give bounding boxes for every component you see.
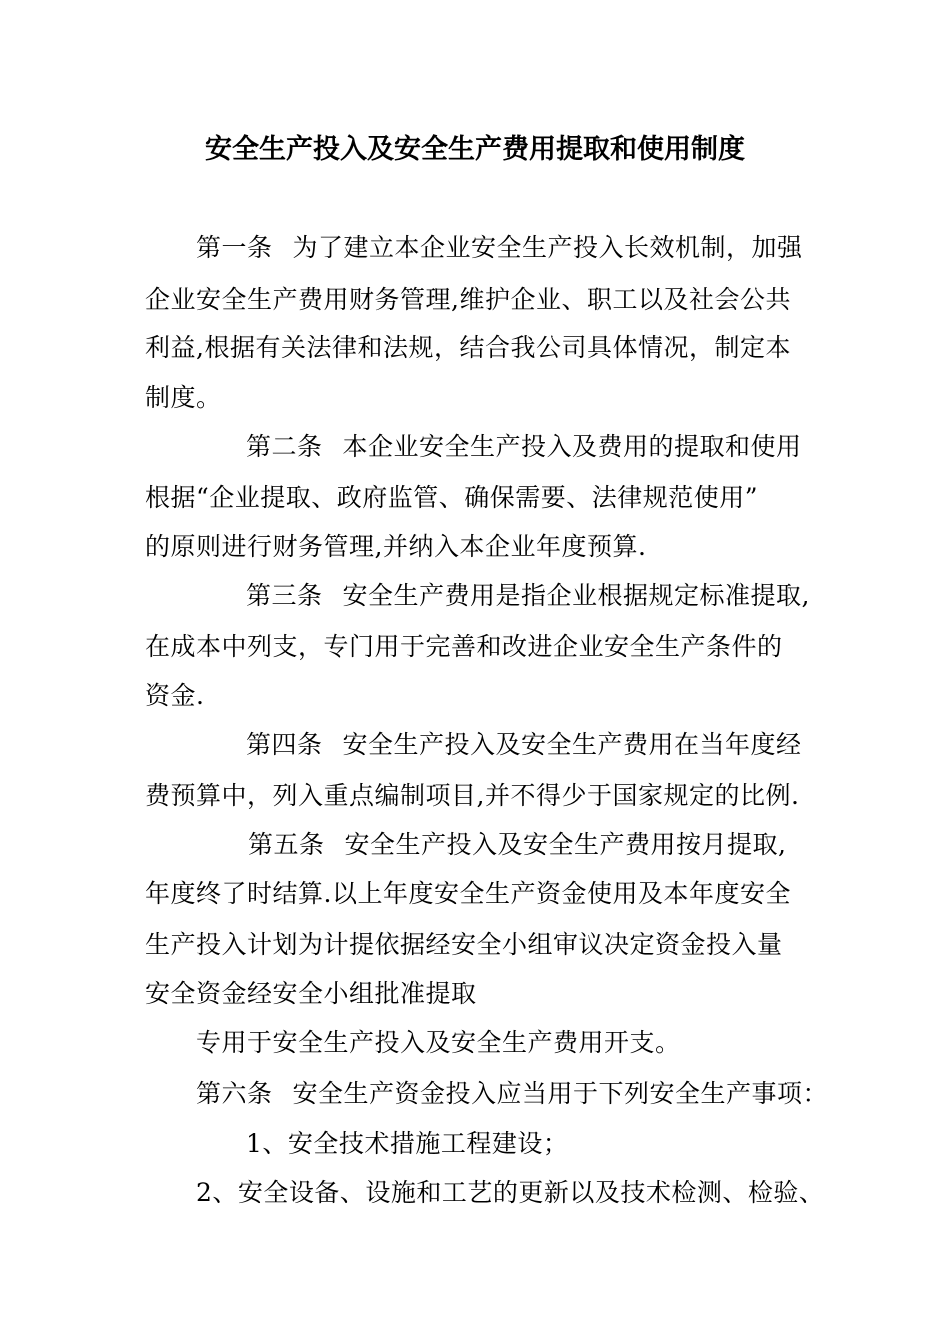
article-5-line-1 [248,825,786,865]
article-2-line-1 [246,427,802,467]
article-1-line-2: 企业安全生产费用财务管理,维护企业、职工以及社会公共 [145,285,791,314]
article-2-line-2: 根据“企业提取、政府监管、确保需要、法律规范使用” [145,483,759,512]
paragraph-text: 安全生产费用是指企业根据规定标准提取, [342,581,810,610]
article-1-line-3: 利益,根据有关法律和法规，结合我公司具体情况，制定本 [145,333,791,362]
article-heading: 第五条 [248,830,325,859]
article-heading: 第三条 [246,581,323,610]
article-2-line-3: 的原则进行财务管理,并纳入本企业年度预算. [145,532,647,561]
article-4-line-1 [246,725,802,765]
list-item-1: 1、安全技术措施工程建设； [246,1129,569,1158]
article-5-line-2: 年度终了时结算.以上年度安全生产资金使用及本年度安全 [145,879,791,908]
paragraph-text: 为了建立本企业安全生产投入长效机制，加强 [292,233,803,262]
document-title: 安全生产投入及安全生产费用提取和使用制度 [205,134,745,165]
article-3-line-3: 资金. [145,681,205,710]
article-3-line-2: 在成本中列支，专门用于完善和改进企业安全生产条件的 [145,632,783,661]
article-1-line-4: 制度。 [145,383,222,412]
article-heading: 第六条 [196,1079,273,1108]
article-5-line-4: 安全资金经安全小组批准提取 [145,979,477,1008]
article-heading: 第四条 [246,730,323,759]
article-3-line-1 [246,576,810,616]
article-4-line-2: 费预算中，列入重点编制项目,并不得少于国家规定的比例. [145,781,800,810]
article-6-line-1 [196,1074,828,1114]
article-heading: 第二条 [246,432,323,461]
article-1-line-1 [196,228,803,268]
paragraph-text: 安全生产投入及安全生产费用在当年度经 [342,730,802,759]
article-5-line-3: 生产投入计划为计提依据经安全小组审议决定资金投入量 [145,930,783,959]
paragraph-text: 本企业安全生产投入及费用的提取和使用 [342,432,802,461]
article-5-line-5: 专用于安全生产投入及安全生产费用开支。 [196,1028,681,1057]
list-item-2: 2、安全设备、设施和工艺的更新以及技术检测、检验、 [196,1178,825,1207]
paragraph-text: 安全生产资金投入应当用于下列安全生产事项： [292,1079,829,1108]
article-heading: 第一条 [196,233,273,262]
paragraph-text: 安全生产投入及安全生产费用按月提取, [344,830,787,859]
